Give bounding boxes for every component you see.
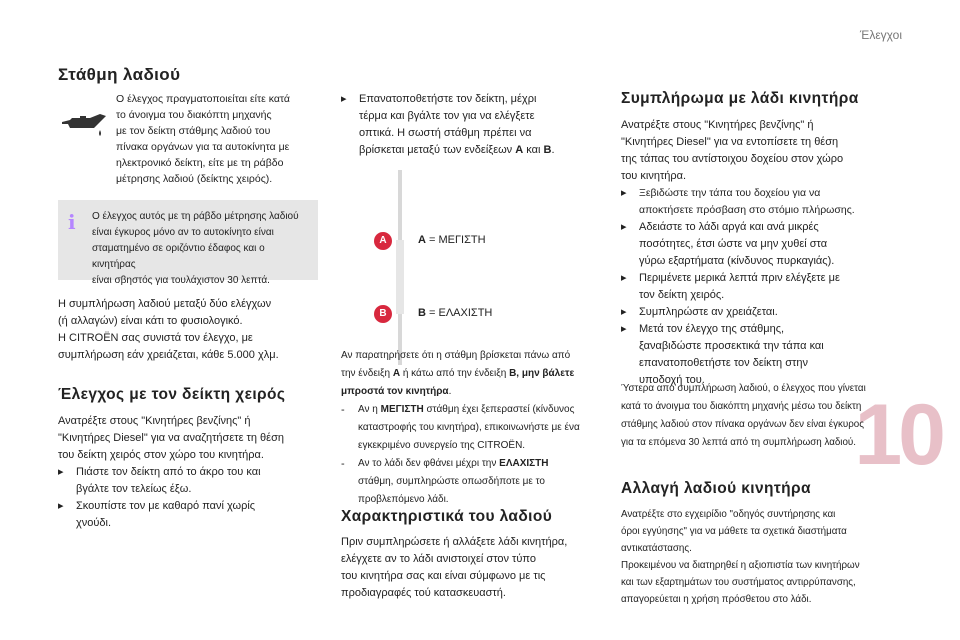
oil-level-section xyxy=(58,66,323,83)
topping-up-title: Συμπλήρωμα με λάδι κινητήρα xyxy=(621,90,859,107)
bullet-icon: ▸ xyxy=(621,323,627,335)
dipstick-title: Έλεγχος με τον δείκτη χειρός xyxy=(58,386,286,403)
warning-item: - Αν η ΜΕΓΙΣΤΗ στάθμη έχει ξεπεραστεί (κίνδυνος καταστροφής του κινητήρα), επικοινωνήστε με ένα εγκεκριμένο συνεργείο της CITROËN. xyxy=(341,404,580,451)
info-icon: i xyxy=(68,210,76,234)
oil-can-icon xyxy=(60,110,108,140)
info-note xyxy=(58,200,318,286)
mark-b-badge: B xyxy=(374,305,392,323)
label-max: A = ΜΕΓΙΣΤΗ xyxy=(418,234,486,246)
oil-level-intro: Ο έλεγχος πραγματοποιείται είτε κατά το άνοιγμα του διακόπτη μηχανής με τον δείκτη στάθμης λαδιού του πίνακα οργάνων για τα αυτοκίνητα με ηλεκτρονικό δείκτη, είτε με τη ράβδο μέτρησης λαδιού (δείκτης χειρός). xyxy=(116,93,290,185)
mark-a-badge: A xyxy=(374,232,392,250)
dipstick-gauge-illustration xyxy=(385,170,415,365)
dipstick-section: Έλεγχος με τον δείκτη χειρός Ανατρέξτε στους "Κινητήρες βενζίνης" ή "Κινητήρες Diesel" για να αναζητήσετε τη θέση του δείκτη χειρός στον χώρο του κινητήρα. ▸ Πιάστε τον δείκτη από το άκρο του και βγάλτε τον τελείως έξω. ▸ Σκουπίστε τον με καθαρό πανί χωρίς χνούδι. xyxy=(58,386,328,532)
oil-level-paragraph: Η συμπλήρωση λαδιού μεταξύ δύο ελέγχων (ή αλλαγών) είναι κάτι το φυσιολογικό. Η CITROËN σας συνιστά τον έλεγχο, με συμπλήρωση εάν χρειάζεται, κάθε 5.000 χλμ. xyxy=(58,298,279,361)
bullet-icon: ▸ xyxy=(621,272,627,284)
oil-change-title: Αλλαγή λαδιού κινητήρα xyxy=(621,480,811,497)
topping-up-step: ▸ Αδειάστε το λάδι αργά και ανά μικρές ποσότητες, έτσι ώστε να μην χυθεί στα γύρω εξαρτήματα (κίνδυνος πυρκαγιάς). xyxy=(621,221,835,267)
section-label: Έλεγχοι xyxy=(859,28,902,42)
bullet-icon: ▸ xyxy=(341,93,347,105)
warning-item: - Αν το λάδι δεν φθάνει μέχρι την ΕΛΑΧΙΣΤΗ στάθμη, συμπληρώστε οπωσδήποτε με το προβλεπόμενο λάδι. xyxy=(341,458,549,505)
label-min: B = ΕΛΑΧΙΣΤΗ xyxy=(418,307,493,319)
chapter-number: 10 xyxy=(854,387,942,483)
oil-level-title: Στάθμη λαδιού xyxy=(58,65,181,84)
oil-change-section: Αλλαγή λαδιού κινητήρα Ανατρέξτε στο εγχειρίδιο "οδηγός συντήρησης και όροι εγγύησης" για να μάθετε τα σχετικά διαστήματα αντικατάστασης. Προκειμένου να διατηρηθεί η αξιοπιστία των κινητήρων και των εξαρτημάτων του συστήματος αντιρρύπανσης, απαγορεύεται η χρήση πρόσθετου στο λάδι. xyxy=(621,480,893,608)
info-note-text: Ο έλεγχος αυτός με τη ράβδο μέτρησης λαδιού είναι έγκυρος μόνο αν το αυτοκίνητο είναι σταματημένο σε οριζόντιο έδαφος και ο κινητήρας είναι σβηστός για τουλάχιστον 30 λεπτά. xyxy=(92,211,299,286)
dipstick-step: ▸ Πιάστε τον δείκτη από το άκρο του και βγάλτε τον τελείως έξω. xyxy=(58,466,261,495)
topping-up-section: Συμπλήρωμα με λάδι κινητήρα Ανατρέξτε στους "Κινητήρες βενζίνης" ή "Κινητήρες Diesel" για να εντοπίσετε τη θέση της τάπας του αντίστοιχου δοχείου στον χώρο του κινητήρα. ▸ Ξεβιδώστε την τάπα του δοχείου για να αποκτήσετε πρόσβαση στο στόμιο πλήρωσης. ▸ Αδειάστε το λάδι αργά και ανά μικρές ποσότητες, έτσι ώστε να μην χυθεί στα γύρω εξαρτήματα (κίνδυνος πυρκαγιάς). ▸ Περιμένετε μερικά λεπτά πριν ελέγξετε με τον δείκτη χειρός. ▸ Συμπληρώστε αν χρειάζεται. ▸ Μετά τον έλεγχο της στάθμης, ξαναβιδώστε προσεκτικά την τάπα και επανατοποθετήστε τον δείκτη στην υποδοχή του. xyxy=(621,90,891,389)
bullet-icon: ▸ xyxy=(621,221,627,233)
topping-up-after-note: Ύστερα από συμπλήρωση λαδιού, ο έλεγχος που γίνεται κατά το άνοιγμα του διακόπτη μηχανής μέσω του δείκτη στάθμης λαδιού στον πίνακα οργάνων δεν είναι έγκυρος για τα επόμενα 30 λεπτά από τη συμπλήρωση λαδιού. xyxy=(621,383,866,448)
characteristics-title: Χαρακτηριστικά του λαδιού xyxy=(341,508,553,525)
bullet-icon: ▸ xyxy=(621,187,627,199)
topping-up-step: ▸ Μετά τον έλεγχο της στάθμης, ξαναβιδώστε προσεκτικά την τάπα και επανατοποθετήστε τον δείκτη στην υποδοχή του. xyxy=(621,323,824,386)
bullet-icon: ▸ xyxy=(621,306,627,318)
warning-block: Αν παρατηρήσετε ότι η στάθμη βρίσκεται πάνω από την ένδειξη A ή κάτω από την ένδειξη B, μην βάλετε μπροστά τον κινητήρα. - Αν η ΜΕΓΙΣΤΗ στάθμη έχει ξεπεραστεί (κίνδυνος καταστροφής του κινητήρα), επικοινωνήστε με ένα εγκεκριμένο συνεργείο της CITROËN. - Αν το λάδι δεν φθάνει μέχρι την ΕΛΑΧΙΣΤΗ στάθμη, συμπληρώστε οπωσδήποτε με το προβλεπόμενο λάδι. xyxy=(341,347,606,509)
characteristics-section: Χαρακτηριστικά του λαδιού Πριν συμπληρώσετε ή αλλάξετε λάδι κινητήρα, ελέγχετε αν το λάδι ανιστοιχεί στον τύπο του κινητήρα σας και είναι σύμφωνο με τις προδιαγραφές τού κατασκευαστή. xyxy=(341,508,606,602)
topping-up-step: ▸ Συμπληρώστε αν χρειάζεται. xyxy=(621,304,891,321)
bullet-icon: ▸ xyxy=(58,466,64,478)
topping-up-step: ▸ Περιμένετε μερικά λεπτά πριν ελέγξετε με τον δείκτη χειρός. xyxy=(621,272,840,301)
topping-up-step: ▸ Ξεβιδώστε την τάπα του δοχείου για να αποκτήσετε πρόσβαση στο στόμιο πλήρωσης. xyxy=(621,187,855,216)
dipstick-step: ▸ Σκουπίστε τον με καθαρό πανί χωρίς χνούδι. xyxy=(58,500,256,529)
reinsert-step: ▸ Επανατοποθετήστε τον δείκτη, μέχρι τέρμα και βγάλτε τον για να ελέγξετε οπτικά. Η σωστή στάθμη πρέπει να βρίσκεται μεταξύ των ενδείξεων A και B. xyxy=(341,93,555,156)
bullet-icon: ▸ xyxy=(58,500,64,512)
